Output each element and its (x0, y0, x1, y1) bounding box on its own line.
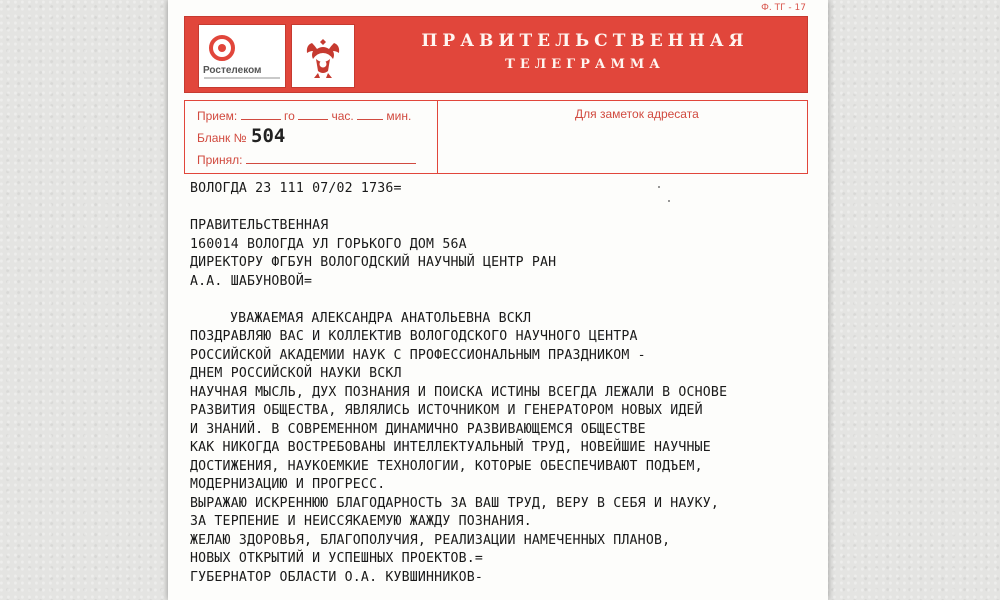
body-line: РОССИЙСКОЙ АКАДЕМИИ НАУК С ПРОФЕССИОНАЛЬНЫМ ПРАЗДНИКОМ - (190, 347, 646, 363)
address-line: 160014 ВОЛОГДА УЛ ГОРЬКОГО ДОМ 56А (190, 236, 467, 252)
reception-block (184, 100, 808, 174)
blank-line-gap (190, 199, 820, 218)
priem-date-blank (241, 109, 281, 120)
telegram-paper (168, 0, 828, 600)
signature: ГУБЕРНАТОР ОБЛАСТИ О.А. КУВШИННИКОВ- (190, 569, 484, 585)
body-line: РАЗВИТИЯ ОБЩЕСТВА, ЯВЛЯЛИСЬ ИСТОЧНИКОМ И ГЕНЕРАТОРОМ НОВЫХ ИДЕЙ (190, 403, 703, 418)
logo-text: Ростелеком (203, 65, 262, 76)
logo-tagline-line (204, 77, 280, 79)
telegram-origin: ВОЛОГДА 23 111 07/02 1736= (190, 181, 402, 196)
salutation: УВАЖАЕМАЯ АЛЕКСАНДРА АНАТОЛЬЕВНА ВСКЛ (230, 310, 532, 326)
chas-label: час. (331, 109, 354, 123)
go-label: го (283, 109, 295, 123)
body-line: ВЫРАЖАЮ ИСКРЕННЮЮ БЛАГОДАРНОСТЬ ЗА ВАШ ТРУД, ВЕРУ В СЕБЯ И НАУКУ, (190, 495, 720, 511)
body-line: ЖЕЛАЮ ЗДОРОВЬЯ, БЛАГОПОЛУЧИЯ, РЕАЛИЗАЦИИ НАМЕЧЕННЫХ ПЛАНОВ, (190, 532, 671, 548)
address-line: А.А. ШАБУНОВОЙ= (190, 273, 313, 289)
notes-label: Для заметок адресата (575, 107, 699, 121)
header-subtitle: ТЕЛЕГРАММА (505, 57, 665, 72)
body-line: КАК НИКОГДА ВОСТРЕБОВАНЫ ИНТЕЛЛЕКТУАЛЬНЫЙ ТРУД, НОВЕЙШИЕ НАУЧНЫЕ (190, 440, 711, 455)
priem-hour-blank (298, 109, 328, 120)
rostelecom-logo-icon (209, 35, 235, 61)
prinyal-line (197, 153, 416, 167)
body-line: НОВЫХ ОТКРЫТИЙ И УСПЕШНЫХ ПРОЕКТОВ.= (190, 551, 484, 566)
body-line: МОДЕРНИЗАЦИЮ И ПРОГРЕСС. (190, 477, 386, 492)
min-label: мин. (386, 109, 412, 123)
paper-speck (658, 186, 660, 188)
telegram-text (190, 180, 820, 587)
blank-line (197, 131, 247, 145)
blank-line-gap (190, 291, 820, 310)
body-line: ДНЕМ РОССИЙСКОЙ НАУКИ ВСКЛ (190, 366, 402, 381)
priem-line (197, 109, 411, 123)
blank-number: 504 (251, 125, 286, 147)
body-line: ДОСТИЖЕНИЯ, НАУКОЕМКИЕ ТЕХНОЛОГИИ, КОТОРЫЕ ОБЕСПЕЧИВАЮТ ПОДЪЕМ, (190, 458, 703, 474)
blank-number-label: Бланк № (197, 131, 247, 145)
header-title: ПРАВИТЕЛЬСТВЕННАЯ (421, 31, 749, 51)
body-line: ЗА ТЕРПЕНИЕ И НЕИССЯКАЕМУЮ ЖАЖДУ ПОЗНАНИЯ. (190, 514, 532, 529)
body-line: ПОЗДРАВЛЯЮ ВАС И КОЛЛЕКТИВ ВОЛОГОДСКОГО НАУЧНОГО ЦЕНТРА (190, 329, 638, 344)
double-headed-eagle-icon (298, 31, 348, 81)
coat-of-arms (291, 24, 355, 88)
prinyal-label: Принял: (197, 153, 243, 167)
telegram-header (184, 16, 808, 93)
rostelecom-logo (198, 24, 286, 88)
form-code: Ф. ТГ - 17 (761, 3, 806, 13)
address-line: ДИРЕКТОРУ ФГБУН ВОЛОГОДСКИЙ НАУЧНЫЙ ЦЕНТР РАН (190, 255, 557, 270)
priem-min-blank (357, 109, 383, 120)
paper-speck (668, 200, 670, 202)
priem-label: Прием: (197, 109, 238, 123)
reception-fields (185, 101, 438, 173)
body-line: И ЗНАНИЙ. В СОВРЕМЕННОМ ДИНАМИЧНО РАЗВИВАЮЩЕМСЯ ОБЩЕСТВЕ (190, 421, 646, 437)
address-line: ПРАВИТЕЛЬСТВЕННАЯ (190, 218, 329, 233)
body-line: НАУЧНАЯ МЫСЛЬ, ДУХ ПОЗНАНИЯ И ПОИСКА ИСТИНЫ ВСЕГДА ЛЕЖАЛИ В ОСНОВЕ (190, 384, 728, 400)
prinyal-blank (246, 153, 416, 164)
